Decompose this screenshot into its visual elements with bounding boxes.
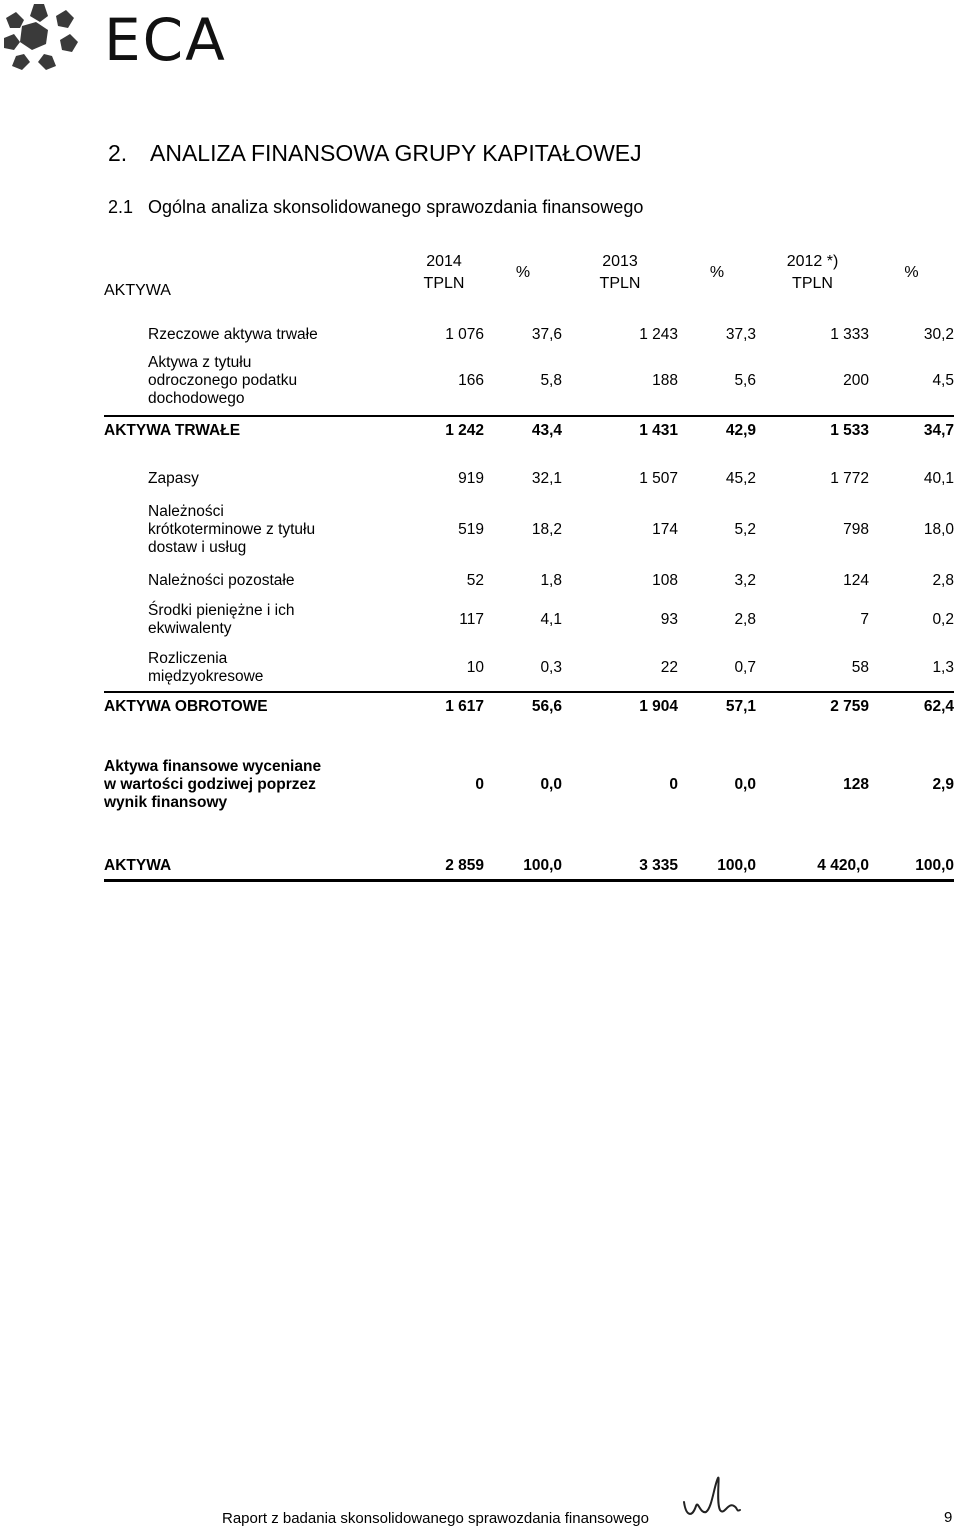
- header-pct: %: [904, 264, 919, 281]
- cell: 124: [843, 572, 869, 589]
- cell: 4 420,0: [756, 854, 869, 880]
- row-label: AKTYWA TRWAŁE: [104, 416, 404, 444]
- section-number: 2.: [108, 140, 128, 166]
- table-row: [104, 324, 954, 346]
- section-heading: [108, 140, 642, 167]
- cell: 34,7: [869, 416, 954, 444]
- cell: 798: [843, 521, 869, 538]
- cell: 58: [851, 658, 869, 676]
- header-label: AKTYWA: [104, 282, 171, 299]
- row-label: Rozliczenia międzyokresowe: [148, 649, 264, 685]
- subsection-title: Ogólna analiza skonsolidowanego sprawozdania finansowego: [148, 197, 644, 217]
- cell: 188: [652, 371, 678, 389]
- cell: 2 759: [756, 692, 869, 720]
- table-row: [104, 644, 954, 692]
- cell: 22: [660, 658, 678, 676]
- cell: 108: [652, 572, 678, 589]
- cell: 93: [660, 611, 678, 628]
- header-year-2014: 2014 TPLN: [423, 253, 465, 292]
- cell: 5,8: [540, 371, 562, 389]
- cell: 0,3: [540, 658, 562, 676]
- cell: 40,1: [923, 470, 954, 487]
- row-label: Środki pieniężne i ich ekwiwalenty: [148, 602, 295, 637]
- cell: 1 507: [639, 470, 678, 487]
- cell: 1,3: [932, 658, 954, 676]
- cell: 30,2: [923, 326, 954, 343]
- cell: 1 076: [445, 326, 484, 343]
- section-title: ANALIZA FINANSOWA GRUPY KAPITAŁOWEJ: [150, 140, 642, 166]
- cell: 7: [860, 611, 869, 628]
- row-label: Należności pozostałe: [148, 572, 295, 589]
- header-year-2013: 2013 TPLN: [599, 253, 641, 292]
- header-pct: %: [709, 264, 725, 281]
- cell: 2,9: [932, 776, 954, 793]
- cell: 0,0: [734, 776, 756, 793]
- cell: 1 431: [562, 416, 678, 444]
- cell: 5,2: [734, 521, 756, 538]
- cell: 37,3: [725, 326, 756, 343]
- row-label: Aktywa finansowe wyceniane w wartości godziwej poprzez wynik finansowy: [104, 758, 322, 811]
- cell: 1 904: [562, 692, 678, 720]
- header-year-2012: 2012 *) TPLN: [786, 253, 839, 292]
- cell: 18,2: [531, 521, 562, 538]
- table-row: [104, 596, 954, 644]
- cell: 10: [466, 658, 484, 676]
- footer-text: Raport z badania skonsolidowanego sprawozdania finansowego: [222, 1510, 649, 1527]
- star-logo-icon: [0, 0, 96, 72]
- signature-icon: [676, 1472, 746, 1522]
- subsection-heading: [108, 197, 643, 218]
- page-number: 9: [944, 1509, 953, 1526]
- cell: 3 335: [562, 854, 678, 880]
- cell: 2,8: [734, 611, 756, 628]
- cell: 0,7: [734, 658, 756, 676]
- cell: 117: [459, 611, 484, 628]
- cell: 2,8: [932, 572, 954, 589]
- cell: 100,0: [484, 854, 562, 880]
- table-row: [104, 494, 954, 566]
- cell: 100,0: [678, 854, 756, 880]
- table-row: [104, 692, 954, 720]
- table-row: [104, 566, 954, 596]
- row-label: Aktywa z tytułu odroczonego podatku dochodowego: [148, 353, 298, 407]
- row-label: AKTYWA: [104, 854, 404, 880]
- cell: 174: [652, 521, 678, 538]
- row-label: AKTYWA OBROTOWE: [104, 692, 404, 720]
- cell: 5,6: [734, 371, 756, 389]
- table-row: [104, 346, 954, 416]
- cell: 166: [458, 371, 484, 389]
- cell: 1 243: [639, 326, 678, 343]
- cell: 1 333: [830, 326, 869, 343]
- subsection-number: 2.1: [108, 197, 134, 217]
- cell: 0,0: [540, 776, 562, 793]
- cell: 0: [669, 776, 678, 793]
- cell: 3,2: [734, 572, 756, 589]
- table-row: [104, 750, 954, 820]
- cell: 2 859: [404, 854, 484, 880]
- cell: 45,2: [725, 470, 756, 487]
- row-label: Zapasy: [148, 470, 199, 487]
- assets-table: [104, 244, 954, 882]
- cell: 0: [475, 776, 484, 793]
- cell: 57,1: [678, 692, 756, 720]
- cell: 0,2: [932, 611, 954, 628]
- cell: 42,9: [678, 416, 756, 444]
- header-pct: %: [515, 264, 531, 281]
- cell: 519: [458, 521, 484, 538]
- table-row: [104, 464, 954, 494]
- logo-text: ECA: [104, 6, 227, 74]
- cell: 4,5: [932, 371, 954, 389]
- table-row: [104, 854, 954, 880]
- cell: 100,0: [869, 854, 954, 880]
- cell: 43,4: [484, 416, 562, 444]
- cell: 18,0: [923, 521, 954, 538]
- cell: 1 242: [404, 416, 484, 444]
- cell: 4,1: [540, 611, 562, 628]
- cell: 919: [458, 470, 484, 487]
- cell: 128: [843, 776, 869, 793]
- cell: 32,1: [531, 470, 562, 487]
- cell: 1 533: [756, 416, 869, 444]
- table-header: [104, 244, 954, 302]
- row-label: Rzeczowe aktywa trwałe: [148, 326, 318, 343]
- company-logo: [0, 0, 240, 80]
- cell: 200: [843, 371, 869, 389]
- cell: 52: [466, 572, 484, 589]
- table-row: [104, 416, 954, 444]
- cell: 1 617: [404, 692, 484, 720]
- cell: 1 772: [830, 470, 869, 487]
- cell: 62,4: [869, 692, 954, 720]
- row-label: Należności krótkoterminowe z tytułu dostaw i usług: [148, 503, 316, 556]
- cell: 56,6: [484, 692, 562, 720]
- cell: 37,6: [531, 326, 562, 343]
- cell: 1,8: [540, 572, 562, 589]
